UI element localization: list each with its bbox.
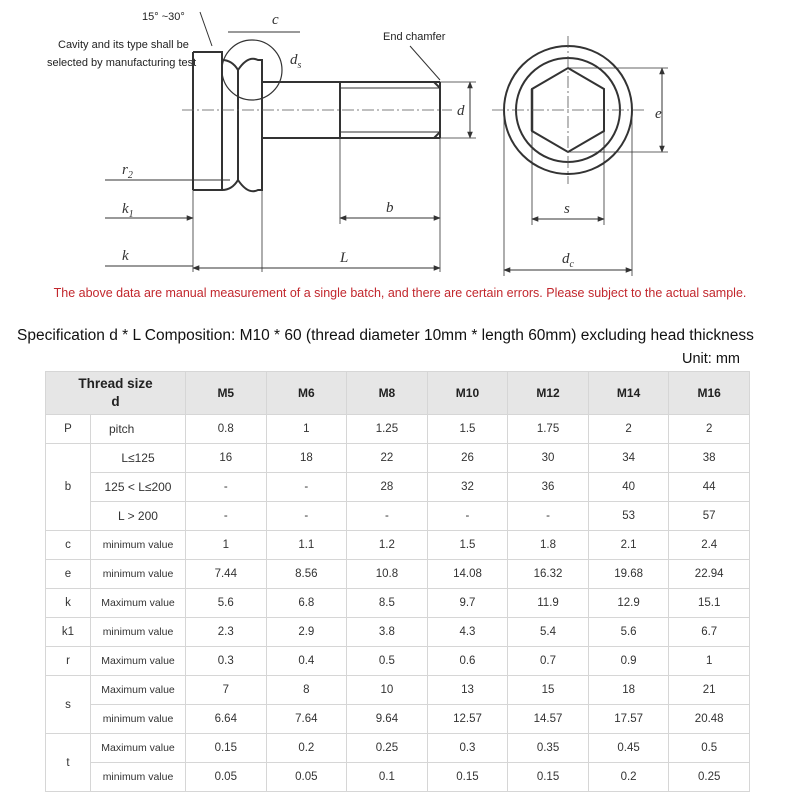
table-row <box>46 647 750 676</box>
table-cell: 8.56 <box>266 560 347 589</box>
table-cell: 0.4 <box>266 647 347 676</box>
table-cell: 4.3 <box>427 618 508 647</box>
table-row <box>46 618 750 647</box>
table-cell: - <box>266 473 347 502</box>
table-cell: 7.44 <box>186 560 267 589</box>
dim-label-b: b <box>386 200 394 216</box>
table-cell: 1 <box>266 415 347 444</box>
table-row <box>46 763 750 792</box>
row-label: minimum value <box>91 705 186 734</box>
table-cell: 9.7 <box>427 589 508 618</box>
row-symbol: e <box>46 560 91 589</box>
table-cell: 6.64 <box>186 705 267 734</box>
table-cell: 3.8 <box>347 618 428 647</box>
table-cell: 1.75 <box>508 415 589 444</box>
table-cell: 0.05 <box>186 763 267 792</box>
row-symbol: k1 <box>46 618 91 647</box>
end-chamfer-label: End chamfer <box>383 31 446 43</box>
table-cell: 7.64 <box>266 705 347 734</box>
size-header: M14 <box>588 372 669 415</box>
table-cell: 0.35 <box>508 734 589 763</box>
table-cell: 13 <box>427 676 508 705</box>
table-cell: 16 <box>186 444 267 473</box>
size-header: M5 <box>186 372 267 415</box>
table-cell: 5.4 <box>508 618 589 647</box>
table-cell: 1 <box>669 647 750 676</box>
row-label: L > 200 <box>91 502 186 531</box>
dim-label-k1: $k_1$ <box>122 201 134 220</box>
table-cell: - <box>427 502 508 531</box>
table-row <box>46 560 750 589</box>
table-cell: 0.25 <box>347 734 428 763</box>
row-symbol: t <box>46 734 91 792</box>
table-cell: 1.8 <box>508 531 589 560</box>
row-label: Maximum value <box>91 676 186 705</box>
row-symbol: b <box>46 444 91 531</box>
table-cell: 10.8 <box>347 560 428 589</box>
bolt-side-view <box>193 52 440 191</box>
dim-label-L: L <box>340 250 349 266</box>
table-cell: 2.9 <box>266 618 347 647</box>
table-cell: 44 <box>669 473 750 502</box>
table-cell: 1.25 <box>347 415 428 444</box>
table-cell: 0.25 <box>669 763 750 792</box>
table-cell: 6.7 <box>669 618 750 647</box>
table-cell: 12.57 <box>427 705 508 734</box>
unit-label: Unit: mm <box>682 351 740 367</box>
angle-label: 15° ~30° <box>142 11 185 23</box>
table-cell: 1.1 <box>266 531 347 560</box>
dim-label-c: c <box>272 12 279 28</box>
table-cell: - <box>347 502 428 531</box>
table-cell: 0.3 <box>186 647 267 676</box>
table-cell: 8.5 <box>347 589 428 618</box>
row-label: Maximum value <box>91 589 186 618</box>
dim-label-e: e <box>655 106 662 122</box>
detail-circle <box>222 40 282 100</box>
table-cell: 0.05 <box>266 763 347 792</box>
table-cell: 0.45 <box>588 734 669 763</box>
table-row <box>46 734 750 763</box>
table-row <box>46 502 750 531</box>
table-cell: - <box>266 502 347 531</box>
cavity-note-line2: selected by manufacturing test <box>47 57 197 69</box>
table-cell: 15.1 <box>669 589 750 618</box>
table-cell: - <box>186 502 267 531</box>
table-cell: 0.15 <box>508 763 589 792</box>
measurement-note: The above data are manual measurement of a single batch, and there are certain errors. Please subject to the actual sample. <box>53 286 747 300</box>
table-cell: 7 <box>186 676 267 705</box>
table-cell: 16.32 <box>508 560 589 589</box>
table-cell: 2.3 <box>186 618 267 647</box>
table-cell: 0.9 <box>588 647 669 676</box>
size-header: M12 <box>508 372 589 415</box>
table-cell: 20.48 <box>669 705 750 734</box>
row-label: L≤125 <box>91 444 186 473</box>
table-cell: 2.4 <box>669 531 750 560</box>
row-symbol: c <box>46 531 91 560</box>
table-cell: 5.6 <box>186 589 267 618</box>
thread-size-header <box>46 372 186 415</box>
row-symbol: P <box>46 415 91 444</box>
row-label: minimum value <box>91 560 186 589</box>
table-row <box>46 589 750 618</box>
table-cell: 21 <box>669 676 750 705</box>
dim-label-k: k <box>122 248 129 264</box>
row-symbol: s <box>46 676 91 734</box>
table-cell: 18 <box>266 444 347 473</box>
dim-label-ds: $d_s$ <box>290 52 302 71</box>
table-cell: 34 <box>588 444 669 473</box>
table-cell: 0.15 <box>186 734 267 763</box>
table-row <box>46 415 750 444</box>
row-label: Maximum value <box>91 734 186 763</box>
table-cell: 14.57 <box>508 705 589 734</box>
table-cell: 2 <box>588 415 669 444</box>
table-cell: 28 <box>347 473 428 502</box>
table-cell: 22 <box>347 444 428 473</box>
table-cell: 0.5 <box>669 734 750 763</box>
table-cell: 18 <box>588 676 669 705</box>
table-cell: 1.5 <box>427 415 508 444</box>
bolt-technical-drawing <box>0 0 800 285</box>
cavity-note-line1: Cavity and its type shall be <box>58 39 189 51</box>
table-cell: 0.8 <box>186 415 267 444</box>
table-cell: 40 <box>588 473 669 502</box>
table-cell: 0.5 <box>347 647 428 676</box>
row-label: Maximum value <box>91 647 186 676</box>
table-cell: 1.2 <box>347 531 428 560</box>
table-cell: 10 <box>347 676 428 705</box>
angle-leader <box>200 12 212 46</box>
dim-label-r2: $r_2$ <box>122 162 133 181</box>
table-cell: 1.5 <box>427 531 508 560</box>
dimension-table <box>45 371 750 792</box>
dim-label-dc: $d_c$ <box>562 251 574 270</box>
row-label: pitch <box>91 415 186 444</box>
specification-line: Specification d * L Composition: M10 * 60 (thread diameter 10mm * length 60mm) excluding head thickness <box>17 327 754 344</box>
table-row <box>46 444 750 473</box>
table-cell: 0.2 <box>266 734 347 763</box>
size-header: M8 <box>347 372 428 415</box>
table-row <box>46 705 750 734</box>
dim-label-s: s <box>564 201 570 217</box>
table-cell: 30 <box>508 444 589 473</box>
table-cell: 15 <box>508 676 589 705</box>
table-cell: 0.6 <box>427 647 508 676</box>
dim-label-d: d <box>457 103 465 119</box>
size-header: M16 <box>669 372 750 415</box>
size-header: M6 <box>266 372 347 415</box>
table-cell: 0.7 <box>508 647 589 676</box>
row-label: minimum value <box>91 618 186 647</box>
row-label: 125 < L≤200 <box>91 473 186 502</box>
table-cell: - <box>508 502 589 531</box>
table-cell: 22.94 <box>669 560 750 589</box>
row-symbol: r <box>46 647 91 676</box>
table-cell: 57 <box>669 502 750 531</box>
table-cell: 9.64 <box>347 705 428 734</box>
table-cell: 12.9 <box>588 589 669 618</box>
table-cell: 0.1 <box>347 763 428 792</box>
table-cell: 5.6 <box>588 618 669 647</box>
table-cell: 1 <box>186 531 267 560</box>
table-cell: 38 <box>669 444 750 473</box>
row-label: minimum value <box>91 531 186 560</box>
table-cell: 11.9 <box>508 589 589 618</box>
table-cell: 0.3 <box>427 734 508 763</box>
table-row <box>46 473 750 502</box>
table-cell: 0.15 <box>427 763 508 792</box>
row-symbol: k <box>46 589 91 618</box>
table-cell: 32 <box>427 473 508 502</box>
table-cell: 0.2 <box>588 763 669 792</box>
thread-size-header-line2: d <box>111 394 120 409</box>
table-row <box>46 531 750 560</box>
table-header-row <box>46 372 750 415</box>
table-row <box>46 676 750 705</box>
table-cell: 36 <box>508 473 589 502</box>
table-cell: 2.1 <box>588 531 669 560</box>
table-cell: 17.57 <box>588 705 669 734</box>
table-cell: - <box>186 473 267 502</box>
table-cell: 26 <box>427 444 508 473</box>
table-cell: 19.68 <box>588 560 669 589</box>
table-cell: 2 <box>669 415 750 444</box>
end-chamfer-leader <box>410 46 440 80</box>
table-cell: 14.08 <box>427 560 508 589</box>
size-header: M10 <box>427 372 508 415</box>
table-cell: 8 <box>266 676 347 705</box>
thread-size-header-line1: Thread size <box>78 376 153 391</box>
row-label: minimum value <box>91 763 186 792</box>
table-cell: 53 <box>588 502 669 531</box>
table-cell: 6.8 <box>266 589 347 618</box>
